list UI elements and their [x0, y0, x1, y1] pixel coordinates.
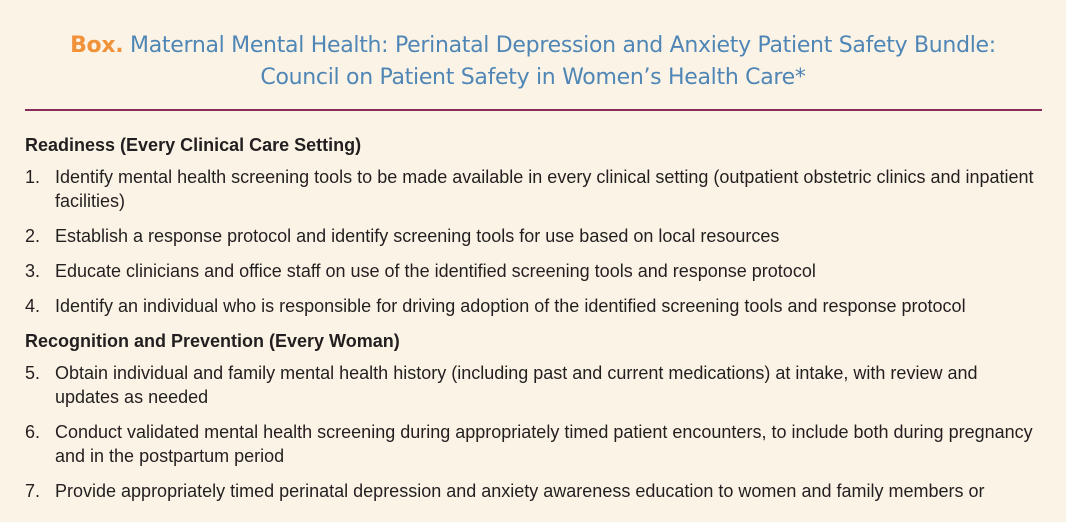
- item-text: Educate clinicians and office staff on use of the identified screening tools and response protocol: [55, 261, 816, 281]
- list-item: [25, 259, 1045, 283]
- item-number: 7.: [25, 481, 41, 501]
- item-number: 2.: [25, 226, 41, 246]
- item-number: 4.: [25, 296, 41, 316]
- box-title-line-2: Council on Patient Safety in Women’s Health Care*: [260, 65, 806, 90]
- item-text: Obtain individual and family mental health history (including past and current medications) at intake, with review and updates as needed: [55, 363, 978, 407]
- item-text: Establish a response protocol and identify screening tools for use based on local resources: [55, 226, 780, 246]
- title-divider: [25, 109, 1042, 111]
- item-number: 6.: [25, 422, 41, 442]
- item-number: 5.: [25, 363, 41, 383]
- item-text: Identify mental health screening tools to be made available in every clinical setting (outpatient obstetric clinics and inpatient facilities): [55, 167, 1034, 211]
- item-text: Conduct validated mental health screening during appropriately timed patient encounters, to include both during pregnancy and in the postpartum period: [55, 422, 1033, 466]
- list-item: [25, 165, 1045, 213]
- box-title-line-1: [0, 30, 1066, 62]
- box-title-text-1: Maternal Mental Health: Perinatal Depression and Anxiety Patient Safety Bundle:: [130, 33, 996, 58]
- item-text: Provide appropriately timed perinatal depression and anxiety awareness education to women and family members or: [55, 481, 985, 501]
- item-text: Identify an individual who is responsible for driving adoption of the identified screening tools and response protocol: [55, 296, 966, 316]
- item-number: 1.: [25, 167, 41, 187]
- list-item: [25, 420, 1045, 468]
- list-item: [25, 479, 1045, 503]
- box-label: Box.: [70, 33, 124, 58]
- list-item: [25, 361, 1045, 409]
- bundle-content: [25, 126, 1045, 514]
- list-item: [25, 224, 1045, 248]
- section-heading-readiness: Readiness (Every Clinical Care Setting): [25, 135, 362, 155]
- item-number: 3.: [25, 261, 41, 281]
- list-item: [25, 294, 1045, 318]
- box-title: [0, 30, 1066, 94]
- section-heading-recognition: Recognition and Prevention (Every Woman): [25, 331, 400, 351]
